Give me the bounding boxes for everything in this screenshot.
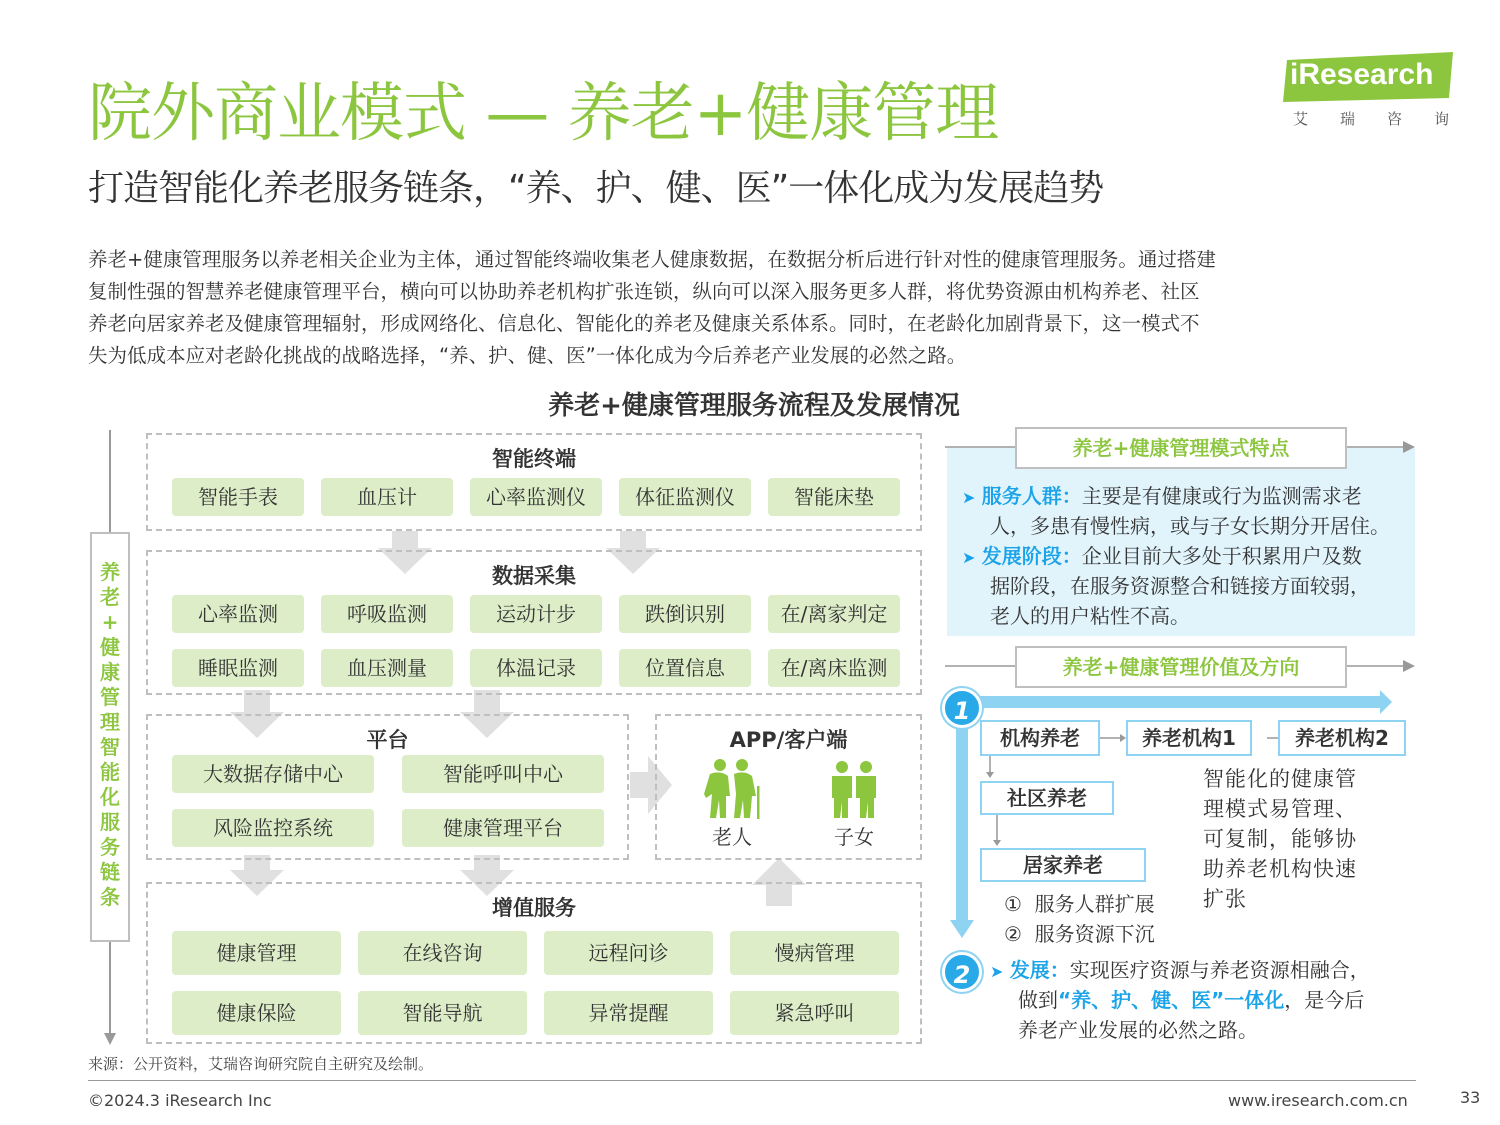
value-side-line: 可复制，能够协: [1203, 827, 1357, 851]
home-box: 居家养老: [980, 848, 1146, 882]
collection-item: 血压测量: [321, 649, 453, 687]
feature-text: 老人的用户粘性不高。: [990, 604, 1190, 628]
collection-title: 数据采集: [492, 564, 576, 588]
value-added-item: 异常提醒: [544, 991, 713, 1035]
terminal-item: 智能手表: [172, 478, 304, 516]
value-side-line: 助养老机构快速: [1203, 857, 1357, 881]
footer-divider: [88, 1080, 1416, 1081]
community-box: 社区养老: [980, 781, 1114, 815]
development-line-1: ➤ 发展：实现医疗资源与养老资源相融合，: [990, 958, 1370, 982]
feature-text: 人，多患有慢性病，或与子女长期分开居住。: [990, 514, 1390, 538]
value-added-item: 健康管理: [172, 931, 341, 975]
platform-item: 智能呼叫中心: [402, 755, 604, 793]
logo-brand-text: iResearch: [1290, 58, 1434, 91]
collection-item: 在/离家判定: [768, 595, 900, 633]
terminal-item: 智能床垫: [768, 478, 900, 516]
vertical-label-char: 管: [100, 685, 120, 709]
development-line-3: 养老产业发展的必然之路。: [1018, 1018, 1258, 1042]
terminals-title: 智能终端: [492, 447, 576, 471]
platform-item: 健康管理平台: [402, 809, 604, 847]
value-point: ② 服务资源下沉: [1004, 922, 1155, 946]
elderly-label: 老人: [712, 825, 752, 849]
development-label: 发展：: [1009, 958, 1070, 982]
page-number: 33: [1460, 1088, 1481, 1107]
value-side-text: [1203, 764, 1357, 914]
chain-box: 养老机构2: [1278, 720, 1406, 756]
terminal-item: 心率监测仪: [470, 478, 602, 516]
terminal-item: 血压计: [321, 478, 453, 516]
step-1-badge: 1: [942, 688, 982, 728]
value-added-item: 健康保险: [172, 991, 341, 1035]
vertical-label-char: +: [101, 610, 119, 634]
vertical-label-char: 条: [100, 885, 120, 909]
collection-item: 体温记录: [470, 649, 602, 687]
value-added-item: 远程问诊: [544, 931, 713, 975]
collection-item: 呼吸监测: [321, 595, 453, 633]
feature-service-group: [962, 481, 1362, 513]
collection-item: 心率监测: [172, 595, 304, 633]
vertical-label-char: 康: [100, 660, 120, 684]
triangle-bullet-icon: ➤: [990, 962, 1004, 981]
elderly-icon: [700, 758, 764, 820]
feature-label: 发展阶段：: [981, 544, 1082, 568]
page-title: 院外商业模式 — 养老+健康管理: [88, 77, 999, 151]
value-side-line: 扩张: [1203, 887, 1247, 911]
platform-item: 大数据存储中心: [172, 755, 374, 793]
vertical-label-char: 理: [100, 710, 120, 734]
vertical-label-char: 链: [100, 860, 120, 884]
value-title: 养老+健康管理价值及方向: [1015, 646, 1347, 688]
collection-item: 睡眠监测: [172, 649, 304, 687]
vertical-label-char: 能: [100, 760, 120, 784]
triangle-bullet-icon: ➤: [962, 488, 976, 507]
vertical-label-char: 健: [100, 635, 120, 659]
value-added-item: 慢病管理: [730, 931, 899, 975]
feature-text: 据阶段，在服务资源整合和链接方面较弱，: [990, 574, 1370, 598]
feature-text: 企业目前大多处于积累用户及数: [1081, 544, 1362, 568]
value-added-item: 智能导航: [358, 991, 527, 1035]
children-label: 子女: [834, 825, 874, 849]
intro-line: 复制性强的智慧养老健康管理平台，横向可以协助养老机构扩张连锁，纵向可以深入服务更多人群，将优势资源由机构养老、社区: [88, 280, 1200, 303]
chain-box: 机构养老: [980, 720, 1100, 756]
diagram-title: 养老+健康管理服务流程及发展情况: [548, 391, 960, 421]
value-added-title: 增值服务: [492, 896, 576, 920]
vertical-label-char: 化: [100, 785, 120, 809]
feature-label: 服务人群：: [981, 484, 1082, 508]
children-icon: [828, 760, 880, 820]
features-title: 养老+健康管理模式特点: [1015, 427, 1347, 469]
vertical-label-char: 务: [100, 835, 120, 859]
vertical-label-char: 养: [100, 560, 120, 584]
intro-line: 养老向居家养老及健康管理辐射，形成网络化、信息化、智能化的养老及健康关系体系。同时，在老龄化加剧背景下，这一模式不: [88, 312, 1200, 335]
platform-title: 平台: [366, 728, 409, 752]
value-side-line: 理模式易管理、: [1203, 797, 1357, 821]
collection-item: 跌倒识别: [619, 595, 751, 633]
development-line-2: 做到“养、护、健、医”一体化，是今后: [1018, 988, 1365, 1012]
value-point: ① 服务人群扩展: [1004, 892, 1155, 916]
value-added-item: 紧急呼叫: [730, 991, 899, 1035]
feature-stage-group: [962, 541, 1362, 573]
collection-item: 运动计步: [470, 595, 602, 633]
chain-box: 养老机构1: [1126, 720, 1252, 756]
vertical-label-char: 服: [100, 810, 120, 834]
value-side-line: 智能化的健康管: [1203, 767, 1357, 791]
app-title: APP/客户端: [729, 728, 848, 752]
collection-item: 位置信息: [619, 649, 751, 687]
footer-url[interactable]: www.iresearch.com.cn: [1228, 1091, 1408, 1110]
vertical-label-char: 智: [100, 735, 120, 759]
footer-copyright: ©2024.3 iResearch Inc: [88, 1091, 272, 1110]
collection-item: 在/离床监测: [768, 649, 900, 687]
intro-line: 失为低成本应对老龄化挑战的战略选择，“养、护、健、医”一体化成为今后养老产业发展的必然之路。: [88, 344, 967, 367]
terminal-item: 体征监测仪: [619, 478, 751, 516]
value-added-item: 在线咨询: [358, 931, 527, 975]
feature-text: 主要是有健康或行为监测需求老: [1081, 484, 1362, 508]
logo-chinese-text: 艾瑞咨询: [1293, 110, 1482, 128]
page-subtitle: 打造智能化养老服务链条，“养、护、健、医”一体化成为发展趋势: [88, 168, 1104, 209]
platform-item: 风险监控系统: [172, 809, 374, 847]
triangle-bullet-icon: ➤: [962, 548, 976, 567]
step-2-badge: 2: [942, 952, 982, 992]
vertical-label-char: 老: [100, 585, 120, 609]
value-points: [1004, 889, 1155, 949]
intro-line: 养老+健康管理服务以养老相关企业为主体，通过智能终端收集老人健康数据，在数据分析后进行针对性的健康管理服务。通过搭建: [88, 248, 1216, 271]
source-note: 来源：公开资料，艾瑞咨询研究院自主研究及绘制。: [88, 1055, 434, 1073]
